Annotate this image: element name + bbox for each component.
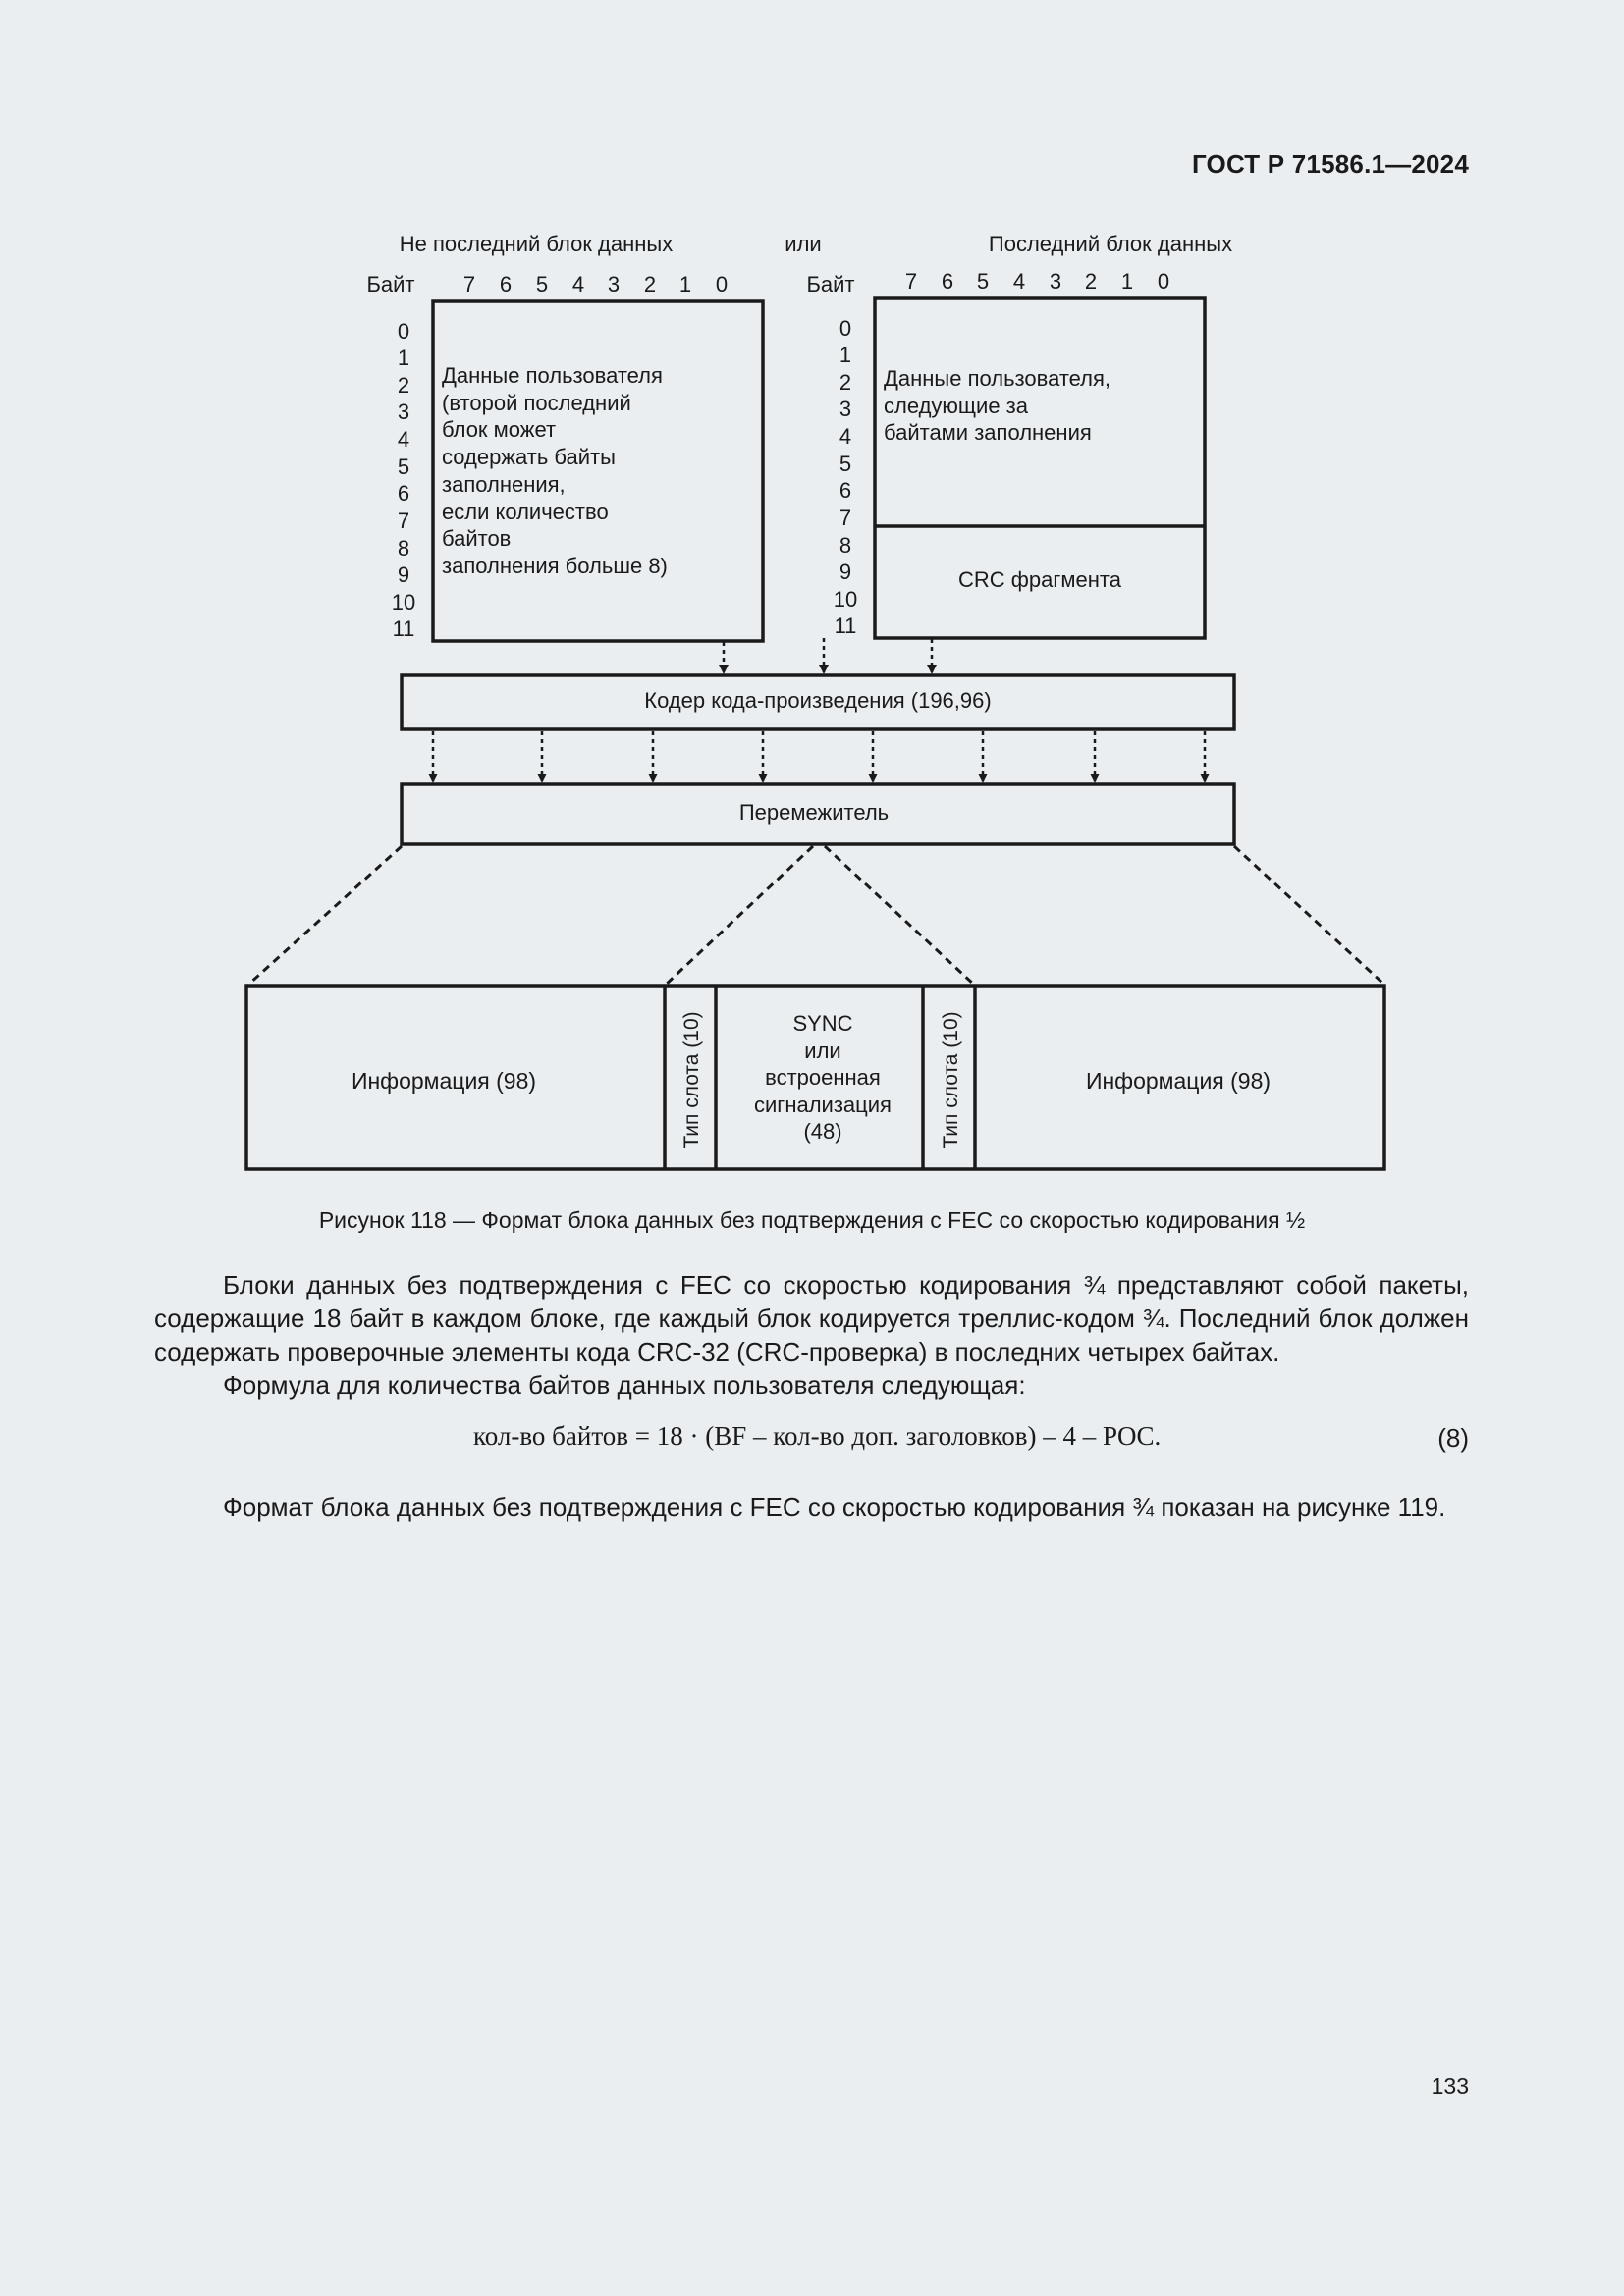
bit-label: 4 — [571, 272, 585, 296]
bit-label: 0 — [715, 272, 729, 296]
left-row-labels — [392, 319, 415, 641]
left-bit-labels — [463, 272, 728, 296]
right-block-title: Последний блок данных — [988, 232, 1233, 256]
row-label: 8 — [839, 533, 852, 558]
row-label: 10 — [391, 590, 416, 614]
row-label: 0 — [397, 319, 410, 344]
row-label: 1 — [397, 346, 410, 370]
bit-label: 2 — [643, 272, 657, 296]
bit-label: 3 — [607, 272, 621, 296]
slot-type-right-label: Тип слота (10) — [940, 1011, 962, 1148]
bit-label: 1 — [1120, 269, 1134, 294]
dashed-line — [248, 846, 402, 985]
page-number: 133 — [1431, 2073, 1469, 2099]
bit-label: 7 — [462, 272, 476, 296]
block-text-line: Данные пользователя, — [884, 366, 1111, 391]
block-text-line: если количество — [442, 500, 609, 524]
bit-label: 1 — [678, 272, 692, 296]
row-label: 1 — [839, 343, 852, 367]
bit-label: 2 — [1084, 269, 1098, 294]
left-data-block — [433, 301, 763, 641]
bit-label: 5 — [535, 272, 549, 296]
row-label: 5 — [839, 452, 852, 476]
row-label: 2 — [397, 373, 410, 398]
sync-line: или — [804, 1039, 841, 1063]
row-label: 3 — [839, 397, 852, 421]
document-code: ГОСТ Р 71586.1—2024 — [1191, 149, 1469, 179]
block-text-line: заполнения больше 8) — [442, 554, 668, 578]
encoder-label: Кодер кода-произведения (196,96) — [644, 688, 992, 713]
right-row-labels — [834, 316, 857, 638]
bit-label: 0 — [1157, 269, 1170, 294]
row-label: 0 — [839, 316, 852, 341]
block-text-line: заполнения, — [442, 472, 566, 497]
block-text-line: содержать байты — [442, 445, 616, 469]
right-bit-labels — [905, 269, 1169, 294]
right-data-block-text — [884, 366, 1110, 445]
paragraph: Формат блока данных без подтверждения с FEC со скоростью кодирования ¾ показан на рисунке 119. — [223, 1492, 1446, 1522]
row-label: 4 — [397, 427, 410, 452]
row-label: 7 — [397, 508, 410, 533]
dashed-line — [1234, 846, 1384, 985]
block-text-line: блок может — [442, 417, 557, 442]
left-data-block-text — [442, 363, 668, 578]
row-label: 5 — [397, 454, 410, 479]
paragraph: Блоки данных без подтверждения с FEC со скоростью кодирования ¾ представляют собой пакеты, содержащие 18 байт в каждом блоке, где каждый блок кодируется треллис-кодом ¾. Последний блок должен содержать проверочные элементы кода CRC-32 (CRC-проверка) в последних четырех байтах. — [154, 1270, 1469, 1366]
block-text-line: следующие за — [884, 394, 1028, 418]
expansion-lines — [248, 846, 1384, 985]
info-left-label: Информация (98) — [351, 1068, 537, 1094]
sync-line: SYNC — [792, 1011, 853, 1036]
block-text-line: байтов — [442, 526, 512, 551]
row-label: 10 — [833, 587, 858, 612]
interleaver-input-arrows — [433, 731, 1205, 781]
row-label: 6 — [839, 478, 852, 503]
row-label: 7 — [839, 506, 852, 530]
formula-number: (8) — [1437, 1423, 1469, 1453]
encoder-input-arrows — [724, 638, 932, 672]
row-label: 11 — [392, 616, 415, 641]
crc-fragment-label: CRC фрагмента — [958, 567, 1121, 592]
block-text-line: (второй последний — [442, 391, 631, 415]
paragraph: Формула для количества байтов данных пользователя следующая: — [223, 1370, 1026, 1400]
slot-type-left-label: Тип слота (10) — [680, 1011, 703, 1148]
sync-line: встроенная — [765, 1065, 881, 1090]
sync-line: сигнализация — [754, 1093, 892, 1117]
dashed-line — [666, 846, 813, 985]
bit-label: 5 — [976, 269, 990, 294]
bit-label: 7 — [904, 269, 918, 294]
row-label: 3 — [397, 400, 410, 424]
row-label: 2 — [839, 370, 852, 395]
info-right-label: Информация (98) — [1085, 1068, 1272, 1094]
bit-label: 4 — [1012, 269, 1026, 294]
sync-line: (48) — [803, 1119, 842, 1144]
interleaver-label: Перемежитель — [738, 800, 890, 825]
bit-label: 6 — [499, 272, 513, 296]
row-label: 9 — [839, 560, 852, 584]
block-text-line: байтами заполнения — [884, 420, 1092, 445]
row-label: 6 — [397, 481, 410, 506]
row-label: 4 — [839, 424, 852, 449]
row-label: 9 — [397, 562, 410, 587]
sync-field-text — [754, 1011, 892, 1144]
bit-label: 6 — [941, 269, 954, 294]
dashed-line — [825, 846, 974, 985]
row-label: 8 — [397, 536, 410, 561]
left-byte-label: Байт — [366, 272, 415, 296]
bit-label: 3 — [1049, 269, 1062, 294]
or-label: или — [785, 232, 822, 256]
row-label: 11 — [834, 614, 857, 638]
block-text-line: Данные пользователя — [442, 363, 663, 388]
formula: кол-во байтов = 18 · (BF – кол-во доп. заголовков) – 4 – POC. — [473, 1421, 1162, 1451]
right-byte-label: Байт — [806, 272, 855, 296]
left-block-title: Не последний блок данных — [399, 232, 674, 256]
figure-caption: Рисунок 118 — Формат блока данных без подтверждения с FEC со скоростью кодирования ½ — [318, 1207, 1306, 1233]
